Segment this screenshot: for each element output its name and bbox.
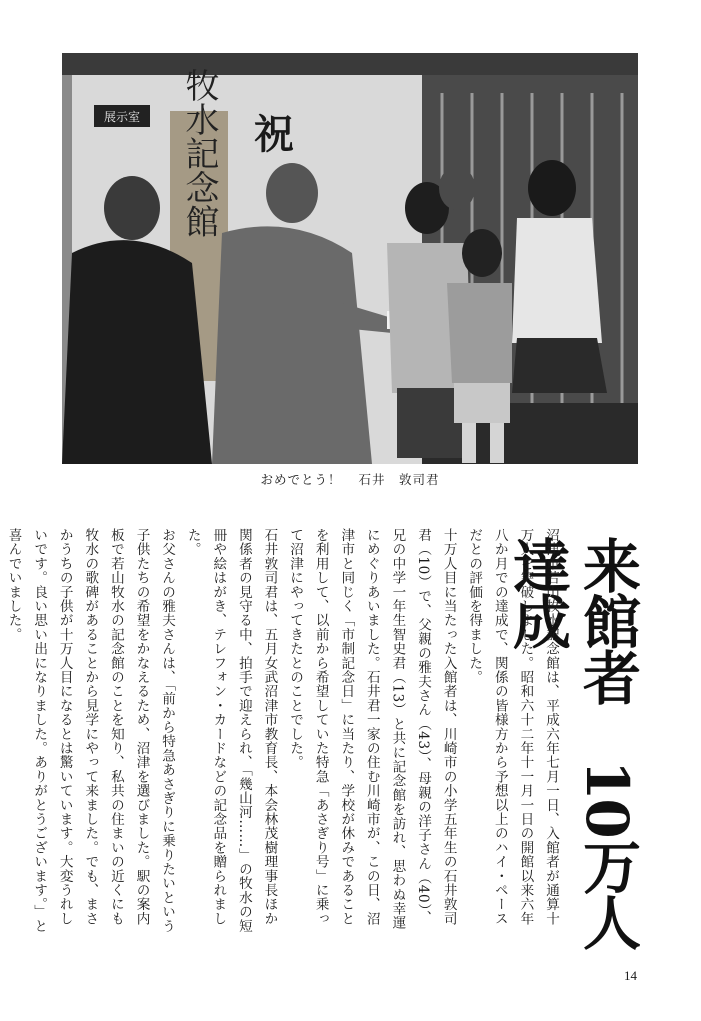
banner-celebrate: 祝 — [254, 111, 294, 158]
ceremony-photo — [62, 53, 638, 464]
paragraph: 沼津市若山牧水記念館は、平成六年七月一日、入館者が通算十万人を突破しました。昭和六十二年十一月一日の開館以来六年八か月での達成で、関係の皆様方から予想以上のハイ・ペースだとの評価を得ました。 — [466, 528, 559, 926]
caption-greeting: おめでとう！ — [260, 472, 342, 487]
paragraph: 石井敦司君は、五月女武沼津市教育長、本会林茂樹理事長ほか関係者の見守る中、拍手で迎えられ、「幾山河……」の牧水の短冊や絵はがき、テレフォン・カードなどの記念品を贈られました。 — [184, 528, 278, 933]
plaque-calligraphy: 牧水記念館 — [179, 68, 219, 238]
ceremony-photo-drawing — [62, 53, 638, 464]
paragraph: お父さんの雅夫さんは、「前から特急あさぎりに乗りたいという子供たちの希望をかなえるため、沼津を選びました。駅の案内板で若山牧水の記念館のことを知り、私共の住まいの近くにも牧水の歌碑があることから見学にやって来ました。でも、まさかうちの子供が十万人目になるとは驚いています。大変うれしいです。良い思い出になりました。ありがとうございます。」と喜んでいました。 — [5, 528, 176, 933]
photo-caption — [62, 470, 638, 488]
article-title: 来館者 10万人達成 — [503, 536, 641, 949]
caption-name: 石井 敦司君 — [358, 472, 440, 487]
paragraph: 十万人目に当たった入館者は、川崎市の小学五年生の石井敦司君（10）で、父親の雅夫さん（43）、母親の洋子さん（40）、兄の中学一年生智史君（13）と共に記念館を訪れ、思わぬ幸運にめぐりあいました。石井君一家の住む川崎市が、この日、沼津市と同じく「市制記念日」に当たり、学校が休みであることを利用して、以前から希望していた特急「あさぎり号」に乗って沼津にやってきたとのことでした。 — [287, 528, 457, 930]
article-body — [0, 528, 563, 938]
exhibit-room-sign: 展示室 — [103, 110, 141, 124]
page-number: 14 — [624, 968, 637, 983]
